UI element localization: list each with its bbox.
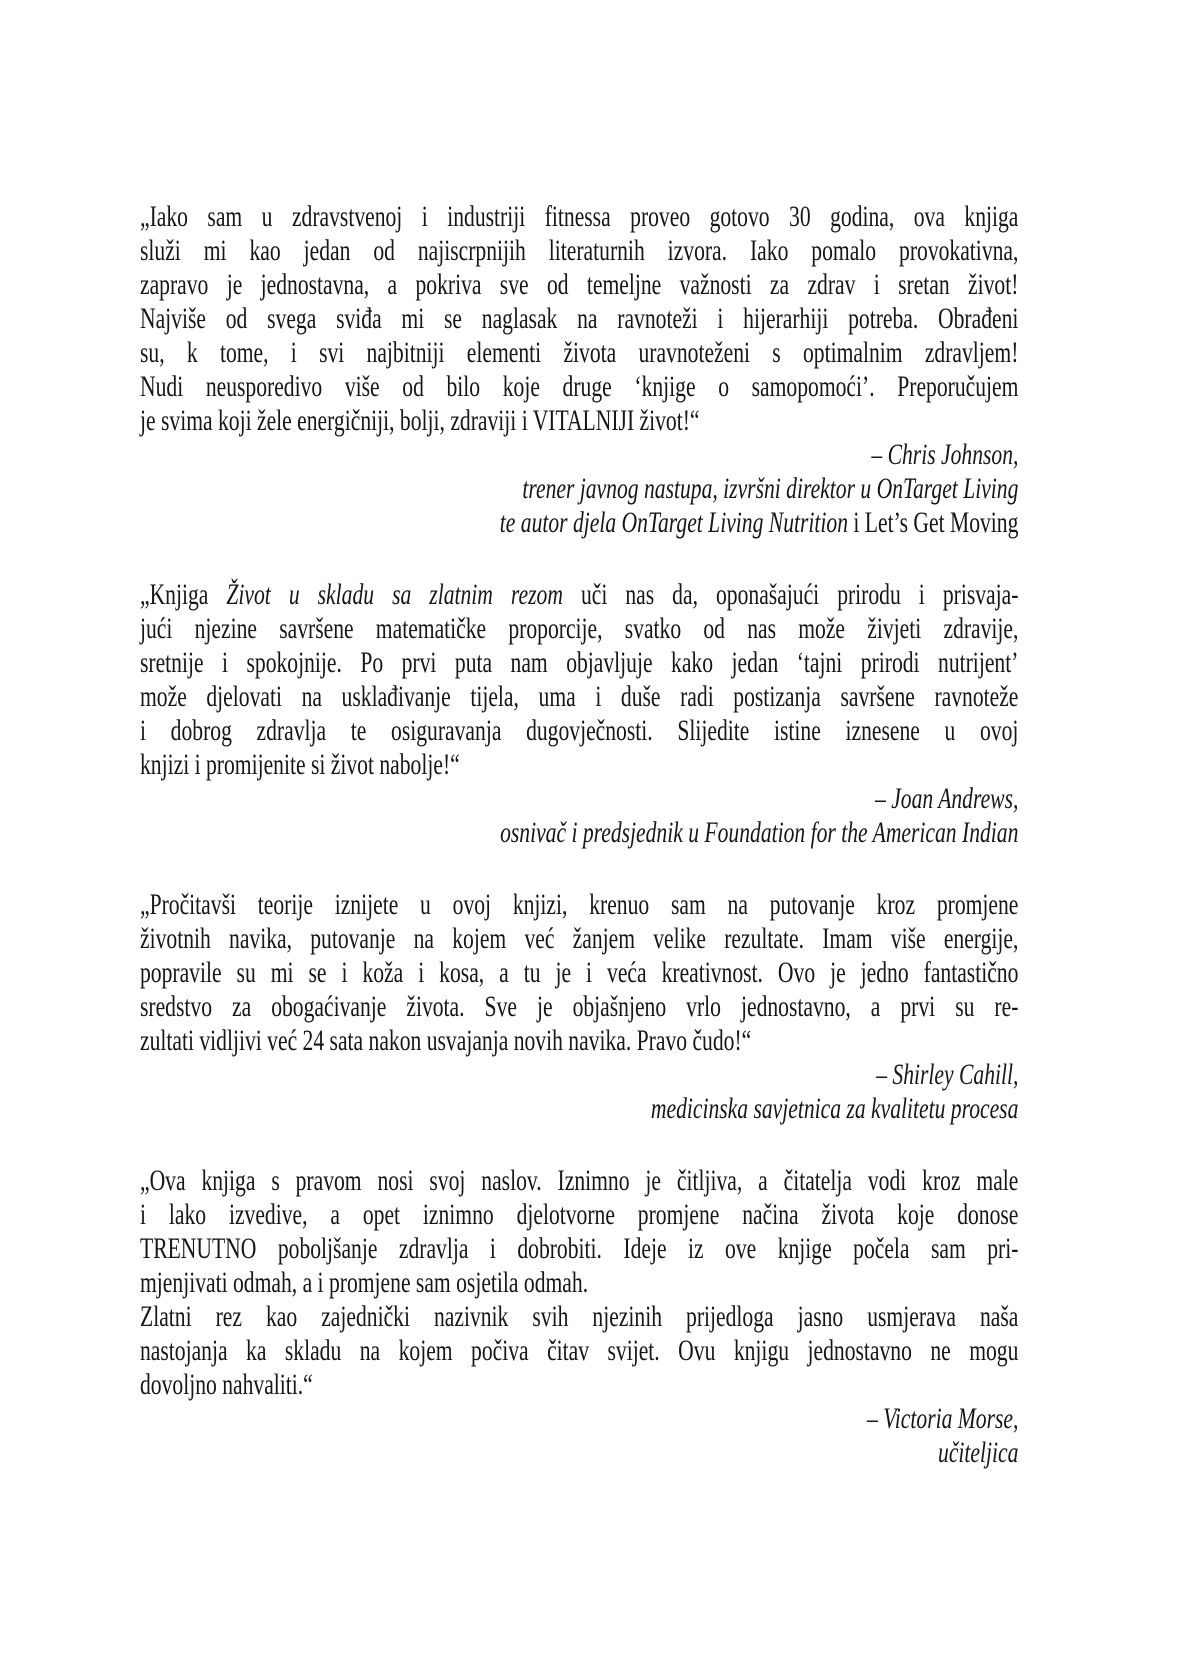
quote-text: uči nas da, oponašajući prirodu i prisvaja- xyxy=(562,578,1019,611)
quote-text: sredstvo za obogaćivanje života. Sve je objašnjeno vrlo jednostavno, a prvi su re- xyxy=(140,990,1019,1023)
quote-line xyxy=(140,990,1018,1024)
attribution-role xyxy=(140,506,1018,540)
quote-line xyxy=(140,1232,1018,1266)
quote-text: popravile su mi se i koža i kosa, a tu je i veća kreativnost. Ovo je jedno fantastično xyxy=(140,956,1019,989)
testimonial-4 xyxy=(140,1164,1018,1470)
quote-text: i dobrog zdravlja te osiguravanja dugovječnosti. Slijedite istine iznesene u ovoj xyxy=(140,714,1019,747)
quote-line xyxy=(140,234,1018,268)
quote-text: „Knjiga xyxy=(140,578,227,611)
quote-text: mjenjivati odmah, a i promjene sam osjetila odmah. xyxy=(140,1266,589,1299)
quote-line xyxy=(140,200,1018,234)
quote-line xyxy=(140,680,1018,714)
attribution-text: učiteljica xyxy=(938,1436,1019,1469)
quote-text: i lako izvedive, a opet iznimno djelotvorne promjene načina života koje donose xyxy=(140,1198,1019,1231)
quote-line xyxy=(140,268,1018,302)
testimonial-3 xyxy=(140,888,1018,1126)
quote-line xyxy=(140,956,1018,990)
quote-line xyxy=(140,646,1018,680)
quote-text: knjizi i promijenite si život nabolje!“ xyxy=(140,748,460,781)
attribution-text: – Victoria Morse, xyxy=(867,1402,1019,1435)
quote-text: TRENUTNO poboljšanje zdravlja i dobrobiti. Ideje iz ove knjige počela sam pri- xyxy=(140,1232,1019,1265)
quote-text: su, k tome, i svi najbitniji elementi života uravnoteženi s optimalnim zdravljem! xyxy=(140,336,1019,369)
attribution-role xyxy=(140,1436,1018,1470)
quote-line xyxy=(140,1024,1018,1058)
attribution-text: osnivač i predsjednik u Foundation for the American Indian xyxy=(500,816,1019,849)
quote-line xyxy=(140,748,1018,782)
quote-line xyxy=(140,714,1018,748)
quote-text: služi mi kao jedan od najiscrpnijih literaturnih izvora. Iako pomalo provokativna, xyxy=(140,234,1019,267)
quote-line xyxy=(140,612,1018,646)
quote-text: dovoljno nahvaliti.“ xyxy=(140,1368,313,1401)
quote-line xyxy=(140,578,1018,612)
attribution-text: te autor djela OnTarget Living Nutrition xyxy=(499,506,849,539)
quote-line xyxy=(140,888,1018,922)
quote-line xyxy=(140,1164,1018,1198)
quote-line xyxy=(140,1266,1018,1300)
quote-text: jući njezine savršene matematičke proporcije, svatko od nas može živjeti zdravije, xyxy=(140,612,1019,645)
quote-line xyxy=(140,302,1018,336)
quote-line xyxy=(140,1198,1018,1232)
quote-text: „Ova knjiga s pravom nosi svoj naslov. Iznimno je čitljiva, a čitatelja vodi kroz male xyxy=(140,1164,1019,1197)
quote-text: može djelovati na usklađivanje tijela, uma i duše radi postizanja savršene ravnoteže xyxy=(140,680,1019,713)
quote-text: „Pročitavši teorije iznijete u ovoj knjizi, krenuo sam na putovanje kroz promjene xyxy=(140,888,1019,921)
attribution-role xyxy=(140,816,1018,850)
testimonials-block xyxy=(140,200,1018,1508)
attribution-name xyxy=(140,782,1018,816)
attribution-text: i Let’s Get Moving xyxy=(848,506,1019,539)
attribution-role xyxy=(140,472,1018,506)
quote-text: Zlatni rez kao zajednički nazivnik svih njezinih prijedloga jasno usmjerava naša xyxy=(140,1300,1019,1333)
attribution-name xyxy=(140,1058,1018,1092)
quote-line xyxy=(140,1334,1018,1368)
testimonial-2 xyxy=(140,578,1018,850)
attribution-name xyxy=(140,438,1018,472)
quote-text: životnih navika, putovanje na kojem već žanjem velike rezultate. Imam više energije, xyxy=(140,922,1019,955)
quote-line xyxy=(140,922,1018,956)
quote-text: sretnije i spokojnije. Po prvi puta nam objavljuje kako jedan ‘tajni prirodi nutrijent’ xyxy=(140,646,1019,679)
attribution-text: – Joan Andrews, xyxy=(874,782,1019,815)
quote-text: Najviše od svega sviđa mi se naglasak na ravnoteži i hijerarhiji potreba. Obrađeni xyxy=(140,302,1019,335)
quote-line xyxy=(140,1368,1018,1402)
attribution-text: – Chris Johnson, xyxy=(871,438,1019,471)
testimonial-1 xyxy=(140,200,1018,540)
attribution-text: medicinska savjetnica za kvalitetu procesa xyxy=(650,1092,1019,1125)
attribution-name xyxy=(140,1402,1018,1436)
quote-line xyxy=(140,336,1018,370)
quote-text: „Iako sam u zdravstvenoj i industriji fitnessa proveo gotovo 30 godina, ova knjiga xyxy=(140,200,1019,233)
quote-text: zapravo je jednostavna, a pokriva sve od temeljne važnosti za zdrav i sretan život! xyxy=(140,268,1019,301)
attribution-text: – Shirley Cahill, xyxy=(876,1058,1019,1091)
quote-text: nastojanja ka skladu na kojem počiva čitav svijet. Ovu knjigu jednostavno ne mogu xyxy=(140,1334,1019,1367)
quote-text: Nudi neusporedivo više od bilo koje druge ‘knjige o samopomoći’. Preporučujem xyxy=(140,370,1019,403)
attribution-text: trener javnog nastupa, izvršni direktor u OnTarget Living xyxy=(522,472,1019,505)
attribution-role xyxy=(140,1092,1018,1126)
quote-line xyxy=(140,404,1018,438)
book-title-emphasis: Život u skladu sa zlatnim rezom xyxy=(226,578,563,611)
quote-line xyxy=(140,1300,1018,1334)
quote-text: zultati vidljivi već 24 sata nakon usvajanja novih navika. Pravo čudo!“ xyxy=(140,1024,752,1057)
quote-line xyxy=(140,370,1018,404)
quote-text: je svima koji žele energičniji, bolji, zdraviji i VITALNIJI život!“ xyxy=(140,404,700,437)
